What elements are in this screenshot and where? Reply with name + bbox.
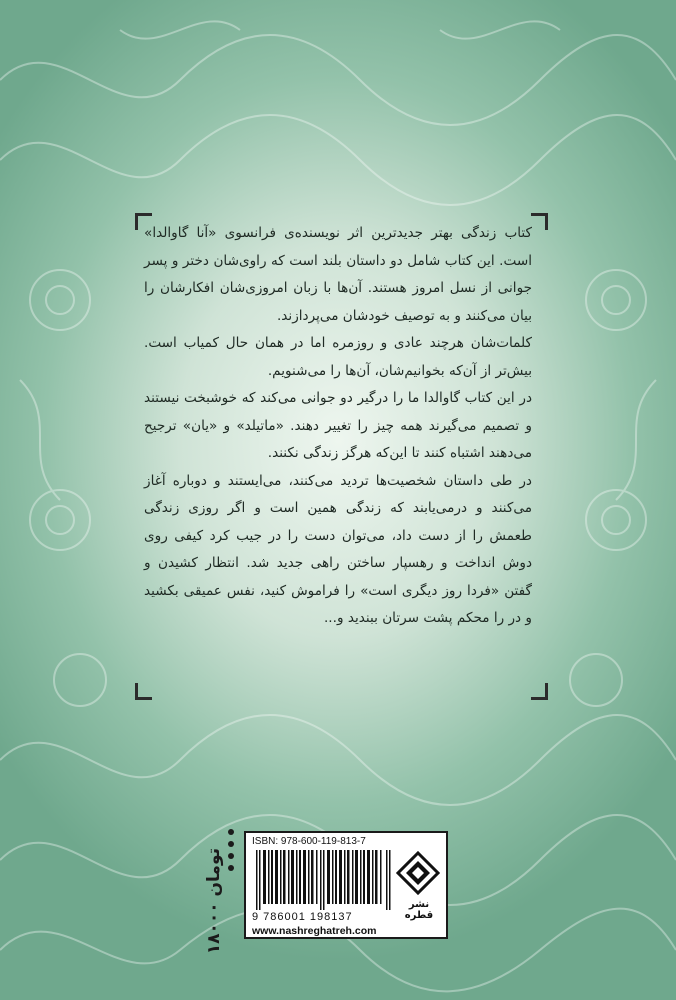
price-dots — [226, 826, 236, 886]
blurb-paragraph: در این کتاب گاوالدا ما را درگیر دو جوانی می‌کند که خوشبخت نیستند و تصمیم می‌گیرند همه چیز را تغییر دهند. «ماتیلد» و «یان» ترجیح می‌دهند اشتباه کنند تا این‌که هرگز زندگی نکنند. — [144, 390, 532, 461]
publisher-name: نشر قطره — [404, 899, 434, 921]
book-blurb — [144, 220, 532, 633]
barcode-bars — [256, 850, 392, 910]
isbn-label: ISBN: 978-600-119-813-7 — [252, 836, 366, 847]
corner-bracket-bottom-left — [135, 683, 152, 700]
blurb-paragraph: کتاب زندگی بهتر جدیدترین اثر نویسنده‌ی فرانسوی «آنا گاوالدا» است. این کتاب شامل دو داستان بلند است که راوی‌شان دختر و پسر جوانی از نسل امروز هستند. آن‌ها با زبان امروزی‌شان افکارشان را بیان می‌کنند و به توصیف خودشان می‌پردازند. — [144, 225, 532, 324]
corner-bracket-top-right — [531, 213, 548, 230]
corner-bracket-bottom-right — [531, 683, 548, 700]
price-label: ۱۸۰۰۰ تومان — [204, 848, 224, 955]
publisher-website: www.nashreghatreh.com — [252, 925, 377, 937]
blurb-paragraph: کلمات‌شان هرچند عادی و روزمره اما در همان حال کمیاب است. بیش‌تر از آن‌که بخوانیم‌شان، آن‌ها را می‌شنویم. — [144, 335, 532, 379]
publisher-logo-icon — [396, 851, 440, 895]
ean-digits: 9 786001 198137 — [252, 911, 353, 923]
blurb-paragraph: در طی داستان شخصیت‌ها تردید می‌کنند، می‌ایستند و دوباره آغاز می‌کنند و درمی‌یابند که زندگی همین است و اگر روزی زندگی طعمش را از دست داد، می‌توان دست را در جیب کرد کیفی روی دوش انداخت و رهسپار ساختن راهی جدید شد. انتظار کشیدن و گفتن «فردا روز دیگری است» را فراموش کنید، نفس عمیقی بکشید و در را محکم پشت سرتان ببندید و... — [144, 472, 532, 626]
barcode-panel — [244, 831, 448, 939]
